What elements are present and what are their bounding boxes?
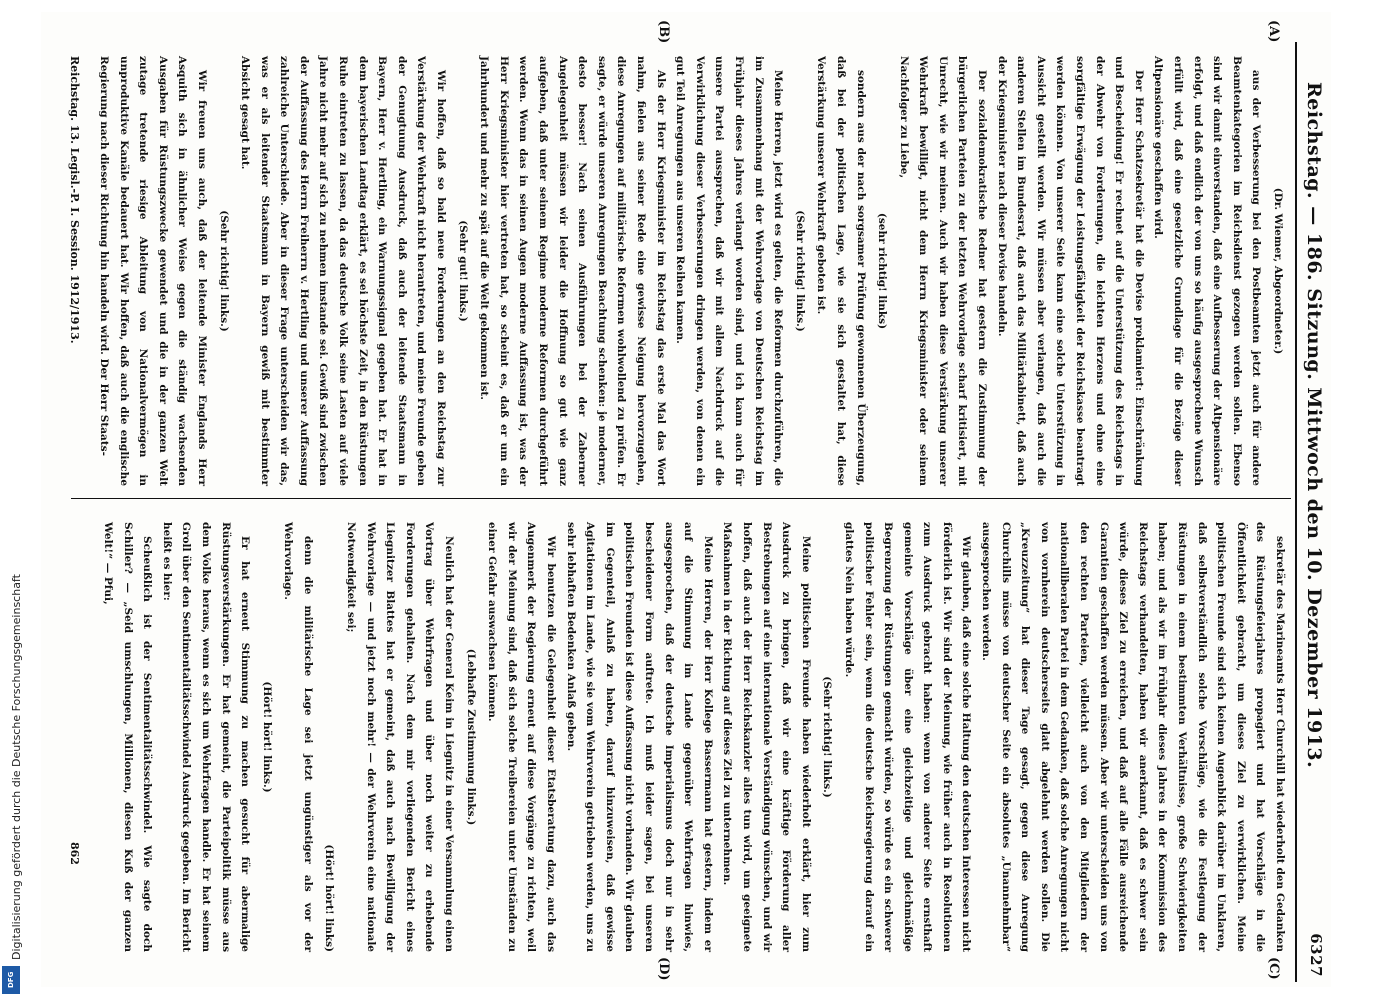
paragraph: Neulich hat der General Keim in Liegnitz in einer Versammlung einen Vortrag über Wehrfragen und über noch weiter zu erhebende Forderungen gehalten. Nach dem mir vorliegenden Bericht eines Liegnitzer Blattes hat er gemeint, daß auch nach Bewilligung der Wehrvorlage — und jetzt noch mehr! — der Wehrverein eine nationale Notwendigkeit sei; <box>345 522 456 952</box>
speaker-line: (Dr. Wiemer, Abgeordneter.) <box>1272 187 1284 355</box>
margin-mark-a: (A) <box>1266 20 1281 43</box>
interjection: (sehr richtig! links) <box>876 212 889 330</box>
dfg-logo: DFG <box>2 966 20 994</box>
paragraph: Der sozialdemokratische Redner hat gestern die Zustimmung der bürgerlichen Parteien zu der letzten Wehrvorlage scharf kritisiert, mit Unrecht, wie wir meinen. Auch wir haben diese Verstärkung unserer Wehrkraft bewilligt, nicht dem Herrn Kriegsminister oder seinem Nachfolger zu Liebe, <box>897 56 989 486</box>
interjection: (Sehr richtig! links.) <box>217 210 230 332</box>
paragraph: Meine Herren, der Herr Kollege Bassermann hat gestern, indem er auf die Stimmung im Lande gegenüber Wehrfragen hinwies, ausgesprochen, daß der deutsche Imperialismus doch nur in sehr bescheidener Form auftrete. Ich muß leider sagen, bei unseren politischen Freunden ist diese Auffassung nicht vorhanden. Wir glauben im Gegenteil, Anlaß zu haben, darauf hinzuweisen, daß gewisse Agitationen im Lande, wie sie vom Wehrverein getrieben werden, uns zu sehr lebhaften Bedenken Anlaß geben. <box>564 522 714 952</box>
paragraph: Wir glauben, daß eine solche Haltung den deutschen Interessen nicht förderlich ist. Wir sind der Meinung, wie früher auch in Resolutionen zum Ausdruck gebracht haben: wenn von anderer Seite ernsthaft gemeinte Vorschläge über eine gleichzeitige und gleichmäßige Begrenzung der Rüstungen gemacht würden, so würde es ein schwerer politischer Fehler sein, wenn die deutsche Reichsregierung darauf ein glattes Nein haben würde. <box>842 522 973 952</box>
page-header <box>1297 12 1331 987</box>
margin-mark-c: (C) <box>1266 957 1281 980</box>
paragraph: Wir benutzen die Gelegenheit dieser Etatsberatung dazu, auch das Augenmerk der Regierung erneut auf diese Vorgänge zu richten, weil wir der Meinung sind, daß sich solche Treibereien unter Umständen zu einer Gefahr auswachsen können. <box>486 522 558 952</box>
paragraph: Meine Herren, jetzt wird es gelten, die Reformen durchzuführen, die im Zusammenhang mit der Wehrvorlage von Deutschen Reichstag im Frühjahr dieses Jahres verlangt worden sind, und ich kann auch für unsere Partei aussprechen, daß wir mit allem Nachdruck auf die Verwirklichung dieser Verbesserungen dringen werden, von denen ein gut Teil Anregungen aus unseren Reihen kamen. <box>674 56 785 486</box>
funding-caption: Digitalisierung gefördert durch die Deutsche Forschungsgemeinschaft <box>10 574 23 960</box>
interjection: (Sehr richtig! links.) <box>793 210 806 332</box>
interjection: (Hört! hört! links) <box>323 844 336 952</box>
paragraph: Er hat erneut Stimmung zu machen gesucht für abermalige Rüstungsverstärkungen. Er hat gemeint, die Parteipolitik müsse aus dem Volke heraus, wenn es sich um Wehrfragen handle. Er hat seinem Groll über den Sentimentalitätsschwindel Ausdruck gegeben. Im Bericht heißt es hier: <box>160 522 252 952</box>
paragraph: Meine politischen Freunde haben wiederholt erklärt, hier zum Ausdruck zu bringen, daß wir eine kräftige Förderung aller Bestrebungen auf eine internationale Verständigung wünschen, und wir hoffen, daß auch der Herr Reichskanzler alles tun wird, um geeignete Maßnahmen in der Richtung auf dieses Ziel zu unternehmen. <box>721 522 812 952</box>
column-divider <box>71 498 1291 499</box>
paragraph: aus der Verbesserung bei den Postbeamten jetzt auch für andere Beamtenkategorien im Reichsdienst gezogen werden sollen. Ebenso sind wir damit einverstanden, daß eine Aufbesserung der Altpensionäre erfolgt, und daß endlich der von uns so häufig ausgesprochene Wunsch erfüllt wird, daß eine gesetzliche Grundlage für die Bezüge dieser Altpensionäre geschaffen wird. <box>1152 56 1263 486</box>
paragraph: Als der Herr Kriegsminister im Reichstag das erste Mal das Wort nahm, fielen aus seiner Rede eine gewisse Neigung hervorzugehen, diese Anregungen auf militärische Reformen wohlwollend zu prüfen. Er sagte, er würde unseren Anregungen Beachtung schenken: je moderner, desto besser! Nach seinen Ausführungen bei der Zaberner Angelegenheit müssen wir leider die Hoffnung so gut wie ganz aufgeben, daß unter seinem Regime moderne Reformen durchgeführt werden. Wenn das in seinen Augen moderne Auffassung ist, was der Herr Kriegsminister hier vertreten hat, so scheint es, daß er um ein Jahrhundert und mehr zu spät auf die Welt gekommen ist. <box>478 56 667 486</box>
quotation: Scheußlich ist der Sentimentalitätsschwindel. Wie sagte doch Schiller? — „Seid umschlungen, Millionen, diesen Kuß der ganzen Welt!“ — Pfui, <box>101 522 154 952</box>
margin-mark-d: (D) <box>656 957 671 981</box>
running-head: Reichstag. — 186. Sitzung. Mittwoch den 10. Dezember 1913. <box>1303 82 1325 769</box>
paragraph: sekretär des Marineamts Herr Churchill hat wiederholt den Gedanken des Rüstungsfeierjahres propagiert und hat Vorschläge in die Öffentlichkeit gebracht, um dieses Ziel zu verwirklichen. Meine politischen Freunde sind sich keinen Augenblick darüber im Unklaren, daß selbstverständlich solche Vorschläge, wie die Festlegung der Rüstungen in einem bestimmten Verhältnisse, große Schwierigkeiten haben; und als wir im Frühjahr dieses Jahres in der Kommission des Reichstags verhandelten, haben wir anerkannt, daß es schwer sein würde, dieses Ziel zu erreichen, und daß auf alle Fälle ausreichende Garantien geschaffen werden müssen. Aber wir unterscheiden uns von den rechten Parteien, vielleicht auch von den Mitgliedern der nationalliberalen Partei in dem Gedanken, daß solche Anregungen nicht von vornherein deutscherseits glatt abgelehnt werden sollen. Die „Kreuzzeitung“ hat dieser Tage gesagt, gegen diese Anregung Churchills müsse von deutscher Seite ein absolutes „Unannehmbar“ ausgesprochen werden. <box>980 522 1286 952</box>
header-rule <box>1295 42 1297 982</box>
footer-number: 862 <box>68 842 81 865</box>
paragraph: Wir freuen uns auch, daß der leitende Minister Englands Herr Asquith sich in ähnlicher Weise gegen die ständig wachsenden Ausgaben für Rüstungszwecke gewendet und die in der ganzen Welt zutage tretende riesige Ableitung von Nationalvermögen in unproduktive Kanäle bedauert hat. Wir hoffen, daß auch die englische Regierung nach dieser Richtung hin handeln wird. Der Herr Staats- <box>97 56 208 486</box>
margin-mark-b: (B) <box>656 20 671 44</box>
interjection: (Lebhafte Zustimmung links.) <box>464 648 477 826</box>
paragraph: sondern aus der nach sorgsamer Prüfung gewonnenen Überzeugung, daß bei der politischen Lage, wie sie sich gestaltet hat, diese Verstärkung unserer Wehrkraft geboten ist. <box>815 56 867 486</box>
right-column <box>97 522 1289 952</box>
side-strip <box>0 0 23 1000</box>
paragraph: denn die militärische Lage sei jetzt ungünstiger als vor der Wehrvorlage. <box>282 522 314 952</box>
scanned-page <box>41 12 1331 987</box>
footer-session: Reichstag. 13. Legisl.-P. I. Session. 1912/1913. <box>68 56 81 344</box>
page-number: 6327 <box>1307 933 1325 977</box>
interjection: (Hört! hört! links.) <box>260 681 273 793</box>
left-column <box>93 56 1289 486</box>
interjection: (Sehr richtig! links.) <box>821 676 834 798</box>
paragraph: Der Herr Schatzsekretär hat die Devise proklamiert: Einschränkung und Bescheidung! Er rechnet auf die Unterstützung des Reichstags in der Abwehr von Forderungen, die leichten Herzens und ohne eine sorgfältige Erwägung der Leistungsfähigkeit der Reichskasse beantragt werden können. Von unserer Seite kann eine solche Unterstützung in Aussicht gestellt werden. Wir müssen aber verlangen, daß auch die anderen Stellen im Bundesrat, daß auch das Militärkabinett, daß auch der Kriegsminister nach dieser Devise handeln. <box>995 56 1145 486</box>
interjection: (Sehr gut! links.) <box>456 220 469 322</box>
paragraph: Wir hoffen, daß so bald neue Forderungen an den Reichstag zur Verstärkung der Wehrkraft nicht herantreten, und meine Freunde geben der Genugtuung Ausdruck, daß auch der leitende Staatsmann in Bayern, Herr v. Hertling, ein Warnungssignal gegeben hat. Er hat in dem bayerischen Landtag erklärt, es sei höchste Zeit, in den Rüstungen Ruhe eintreten zu lassen, da das deutsche Volk seine Lasten auf viele Jahre nicht mehr auf sich zu nehmen imstande sei. Gewiß sind zwischen der Auffassung des Herrn Freiherrn v. Hertling und unserer Auffassung zahlreiche Unterschiede. Aber in dieser Frage unterscheiden wir das, was er als leitender Staatsmann in Bayern gewiß mit bestimmter Absicht gesagt hat. <box>239 56 448 486</box>
